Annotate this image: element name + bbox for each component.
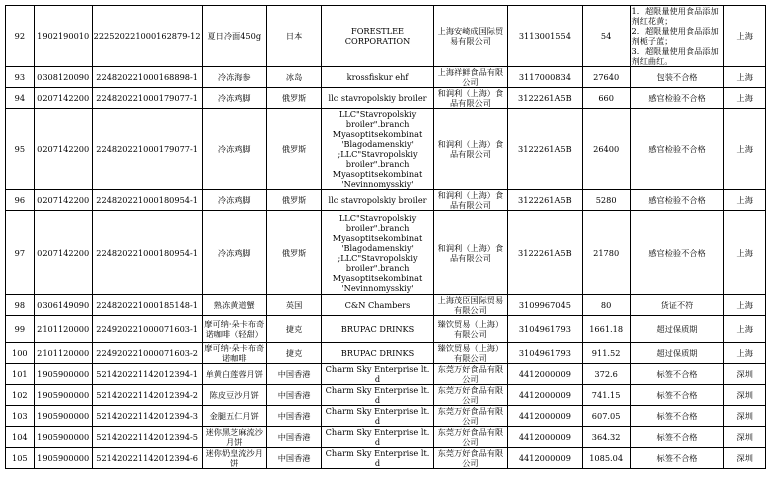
importer-cell: 和润利（上海）食品有限公司: [433, 109, 507, 190]
rejection-reason-cell: 标签不合格: [630, 448, 724, 469]
declaration-number-cell: 222520221000162879-12: [92, 6, 202, 67]
hs-code-cell: 0207142200: [34, 211, 92, 295]
table-row: [6, 295, 766, 316]
table-row: [6, 88, 766, 109]
declaration-number-cell: 224820221000180954-1: [92, 190, 202, 211]
importer-cell: 上海安崎成国际贸易有限公司: [433, 6, 507, 67]
declaration-number-cell: 521420221142012394-1: [92, 364, 202, 385]
importer-code-cell: 3113001554: [508, 6, 583, 67]
declaration-number-cell: 224820221000179077-1: [92, 88, 202, 109]
declaration-number-cell: 521420221142012394-5: [92, 427, 202, 448]
table-row: [6, 427, 766, 448]
product-name-cell: 摩可纳·朵卡布奇诺咖啡（轻甜）: [202, 316, 266, 343]
product-name-cell: 冷冻鸡脚: [202, 211, 266, 295]
rejection-reason-cell: 标签不合格: [630, 385, 724, 406]
table-row: [6, 406, 766, 427]
producer-cell: FORESTLEE CORPORATION: [322, 6, 434, 67]
port-cell: 上海: [724, 6, 766, 67]
declaration-number-cell: 521420221142012394-6: [92, 448, 202, 469]
importer-cell: 臻饮贸易（上海）有限公司: [433, 316, 507, 343]
origin-country-cell: 俄罗斯: [266, 109, 321, 190]
product-name-cell: 冷冻鸡脚: [202, 88, 266, 109]
importer-cell: 东莞万好食品有限公司: [433, 385, 507, 406]
row-number: 92: [6, 6, 35, 67]
row-number: 103: [6, 406, 35, 427]
weight-cell: 911.52: [582, 343, 630, 364]
row-number: 102: [6, 385, 35, 406]
weight-cell: 741.15: [582, 385, 630, 406]
rejection-reason-cell: 1．超限量使用食品添加剂红花黄； 2．超限量使用食品添加剂栀子蓝； 3．超限量使用食品添加剂红曲红。: [630, 6, 724, 67]
importer-code-cell: 4412000009: [508, 364, 583, 385]
importer-code-cell: 4412000009: [508, 406, 583, 427]
port-cell: 上海: [724, 190, 766, 211]
origin-country-cell: 冰岛: [266, 67, 321, 88]
producer-cell: C&N Chambers: [322, 295, 434, 316]
rejection-reason-cell: 感官检验不合格: [630, 109, 724, 190]
table-row: [6, 6, 766, 67]
weight-cell: 607.05: [582, 406, 630, 427]
hs-code-cell: 0207142200: [34, 88, 92, 109]
producer-cell: Charm Sky Enterprise lt.d: [322, 448, 434, 469]
origin-country-cell: 中国香港: [266, 448, 321, 469]
producer-cell: Charm Sky Enterprise lt.d: [322, 406, 434, 427]
producer-cell: LLC"Stavropolskiy broiler".branch Myasoptitsekombinat 'Blagodamenskiy' ;LLC"Stavropolskiy broiler".branch Myasoptitsekombinat 'Nevinnomysskiy': [322, 109, 434, 190]
weight-cell: 54: [582, 6, 630, 67]
importer-cell: 东莞万好食品有限公司: [433, 427, 507, 448]
row-number: 98: [6, 295, 35, 316]
row-number: 95: [6, 109, 35, 190]
row-number: 94: [6, 88, 35, 109]
rejection-reason-cell: 感官检验不合格: [630, 211, 724, 295]
product-name-cell: 迷你黑芝麻流沙月饼: [202, 427, 266, 448]
row-number: 104: [6, 427, 35, 448]
rejected-food-table: [5, 5, 766, 469]
declaration-number-cell: 224820221000179077-1: [92, 109, 202, 190]
table-row: [6, 109, 766, 190]
table-row: [6, 190, 766, 211]
importer-code-cell: 4412000009: [508, 448, 583, 469]
producer-cell: Charm Sky Enterprise lt.d: [322, 385, 434, 406]
weight-cell: 26400: [582, 109, 630, 190]
producer-cell: LLC"Stavropolskiy broiler".branch Myasoptitsekombinat 'Blagodamenskiy' ;LLC"Stavropolskiy broiler".branch Myasoptitsekombinat 'Nevinnomysskiy': [322, 211, 434, 295]
hs-code-cell: 1905900000: [34, 448, 92, 469]
weight-cell: 660: [582, 88, 630, 109]
weight-cell: 1085.04: [582, 448, 630, 469]
port-cell: 深圳: [724, 448, 766, 469]
hs-code-cell: 1905900000: [34, 385, 92, 406]
port-cell: 上海: [724, 316, 766, 343]
product-name-cell: 夏日冷面450g: [202, 6, 266, 67]
declaration-number-cell: 224920221000071603-2: [92, 343, 202, 364]
row-number: 93: [6, 67, 35, 88]
port-cell: 上海: [724, 88, 766, 109]
product-name-cell: 冷冻鸡脚: [202, 190, 266, 211]
port-cell: 深圳: [724, 385, 766, 406]
weight-cell: 372.6: [582, 364, 630, 385]
product-name-cell: 单黄白莲蓉月饼: [202, 364, 266, 385]
declaration-number-cell: 224820221000180954-1: [92, 211, 202, 295]
producer-cell: BRUPAC DRINKS: [322, 343, 434, 364]
rejection-reason-cell: 标签不合格: [630, 406, 724, 427]
port-cell: 上海: [724, 211, 766, 295]
origin-country-cell: 日本: [266, 6, 321, 67]
hs-code-cell: 1905900000: [34, 427, 92, 448]
rejection-reason-cell: 货证不符: [630, 295, 724, 316]
producer-cell: Charm Sky Enterprise lt.d: [322, 427, 434, 448]
hs-code-cell: 2101120000: [34, 316, 92, 343]
rejection-reason-cell: 包装不合格: [630, 67, 724, 88]
hs-code-cell: 0207142200: [34, 109, 92, 190]
hs-code-cell: 1905900000: [34, 364, 92, 385]
origin-country-cell: 俄罗斯: [266, 211, 321, 295]
row-number: 99: [6, 316, 35, 343]
declaration-number-cell: 224820221000185148-1: [92, 295, 202, 316]
product-name-cell: 摩可纳·朵卡布奇诺咖啡: [202, 343, 266, 364]
weight-cell: 21780: [582, 211, 630, 295]
origin-country-cell: 中国香港: [266, 427, 321, 448]
importer-code-cell: 3104961793: [508, 343, 583, 364]
table-row: [6, 67, 766, 88]
importer-code-cell: 3104961793: [508, 316, 583, 343]
importer-code-cell: 3122261A5B: [508, 88, 583, 109]
origin-country-cell: 中国香港: [266, 406, 321, 427]
importer-code-cell: 3122261A5B: [508, 190, 583, 211]
product-name-cell: 陈皮豆沙月饼: [202, 385, 266, 406]
rejection-reason-cell: 超过保质期: [630, 343, 724, 364]
origin-country-cell: 中国香港: [266, 385, 321, 406]
table-row: [6, 364, 766, 385]
product-name-cell: 冷冻海参: [202, 67, 266, 88]
port-cell: 上海: [724, 343, 766, 364]
origin-country-cell: 中国香港: [266, 364, 321, 385]
table-row: [6, 343, 766, 364]
importer-cell: 和润利（上海）食品有限公司: [433, 88, 507, 109]
table-row: [6, 316, 766, 343]
origin-country-cell: 俄罗斯: [266, 190, 321, 211]
rejection-reason-cell: 超过保质期: [630, 316, 724, 343]
rejection-reason-cell: 标签不合格: [630, 364, 724, 385]
importer-cell: 臻饮贸易（上海）有限公司: [433, 343, 507, 364]
importer-cell: 上海祥鲜食品有限公司: [433, 67, 507, 88]
port-cell: 深圳: [724, 364, 766, 385]
hs-code-cell: 0207142200: [34, 190, 92, 211]
hs-code-cell: 0308120090: [34, 67, 92, 88]
table-row: [6, 448, 766, 469]
producer-cell: BRUPAC DRINKS: [322, 316, 434, 343]
port-cell: 上海: [724, 67, 766, 88]
declaration-number-cell: 224920221000071603-1: [92, 316, 202, 343]
importer-code-cell: 3117000834: [508, 67, 583, 88]
rejection-reason-cell: 感官检验不合格: [630, 88, 724, 109]
port-cell: 上海: [724, 109, 766, 190]
table-row: [6, 385, 766, 406]
port-cell: 深圳: [724, 427, 766, 448]
rejection-reason-cell: 标签不合格: [630, 427, 724, 448]
importer-cell: 上海茂臣国际贸易有限公司: [433, 295, 507, 316]
producer-cell: llc stavropolskiy broiler: [322, 190, 434, 211]
rejection-reason-cell: 感官检验不合格: [630, 190, 724, 211]
declaration-number-cell: 224820221000168898-1: [92, 67, 202, 88]
hs-code-cell: 1902190010: [34, 6, 92, 67]
row-number: 105: [6, 448, 35, 469]
importer-code-cell: 4412000009: [508, 427, 583, 448]
weight-cell: 80: [582, 295, 630, 316]
declaration-number-cell: 521420221142012394-2: [92, 385, 202, 406]
hs-code-cell: 2101120000: [34, 343, 92, 364]
weight-cell: 27640: [582, 67, 630, 88]
product-name-cell: 迷你奶皇流沙月饼: [202, 448, 266, 469]
producer-cell: Charm Sky Enterprise lt.d: [322, 364, 434, 385]
weight-cell: 5280: [582, 190, 630, 211]
declaration-number-cell: 521420221142012394-3: [92, 406, 202, 427]
importer-code-cell: 3122261A5B: [508, 109, 583, 190]
importer-cell: 和润利（上海）食品有限公司: [433, 211, 507, 295]
row-number: 100: [6, 343, 35, 364]
port-cell: 上海: [724, 295, 766, 316]
importer-cell: 东莞万好食品有限公司: [433, 448, 507, 469]
origin-country-cell: 俄罗斯: [266, 88, 321, 109]
origin-country-cell: 捷克: [266, 343, 321, 364]
table-row: [6, 211, 766, 295]
row-number: 96: [6, 190, 35, 211]
weight-cell: 1661.18: [582, 316, 630, 343]
importer-cell: 和润利（上海）食品有限公司: [433, 190, 507, 211]
producer-cell: krossfiskur ehf: [322, 67, 434, 88]
origin-country-cell: 捷克: [266, 316, 321, 343]
origin-country-cell: 英国: [266, 295, 321, 316]
importer-code-cell: 3109967045: [508, 295, 583, 316]
product-name-cell: 熟冻黄道蟹: [202, 295, 266, 316]
product-name-cell: 金腿五仁月饼: [202, 406, 266, 427]
producer-cell: llc stavropolskiy broiler: [322, 88, 434, 109]
importer-code-cell: 3122261A5B: [508, 211, 583, 295]
hs-code-cell: 0306149090: [34, 295, 92, 316]
weight-cell: 364.32: [582, 427, 630, 448]
product-name-cell: 冷冻鸡脚: [202, 109, 266, 190]
port-cell: 深圳: [724, 406, 766, 427]
importer-code-cell: 4412000009: [508, 385, 583, 406]
row-number: 97: [6, 211, 35, 295]
row-number: 101: [6, 364, 35, 385]
importer-cell: 东莞万好食品有限公司: [433, 406, 507, 427]
importer-cell: 东莞万好食品有限公司: [433, 364, 507, 385]
hs-code-cell: 1905900000: [34, 406, 92, 427]
